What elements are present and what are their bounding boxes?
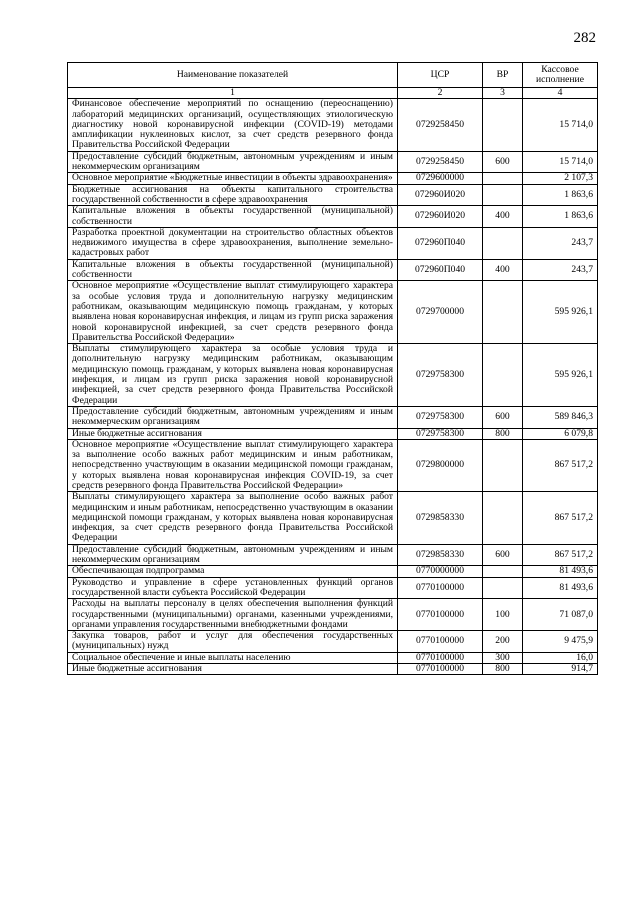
column-number: 3 — [483, 88, 523, 99]
row-vr-code: 400 — [483, 206, 523, 228]
row-amount: 867 517,2 — [523, 492, 598, 544]
row-vr-code — [483, 184, 523, 206]
row-name: Иные бюджетные ассигнования — [68, 664, 398, 675]
row-amount: 81 493,6 — [523, 566, 598, 577]
table-row — [68, 281, 598, 344]
table-row — [68, 428, 598, 439]
row-csr-code: 0770100000 — [398, 577, 483, 599]
row-name: Руководство и управление в сфере установленных функций органов государственной власти субъекта Российской Федерации — [68, 577, 398, 599]
row-name: Предоставление субсидий бюджетным, автономным учреждениям и иным некоммерческим организациям — [68, 544, 398, 566]
row-csr-code: 072960П040 — [398, 259, 483, 281]
row-amount: 1 863,6 — [523, 206, 598, 228]
row-csr-code: 0729258450 — [398, 99, 483, 151]
table-row — [68, 344, 598, 407]
column-number: 1 — [68, 88, 398, 99]
row-vr-code: 600 — [483, 151, 523, 173]
row-name: Разработка проектной документации на строительство областных объектов недвижимого имущества в сфере здравоохранения, выполнение земельно-кадастровых работ — [68, 227, 398, 259]
row-name: Предоставление субсидий бюджетным, автономным учреждениям и иным некоммерческим организациям — [68, 406, 398, 428]
row-csr-code: 0729700000 — [398, 281, 483, 344]
row-vr-code: 800 — [483, 664, 523, 675]
table-row — [68, 173, 598, 184]
row-name: Выплаты стимулирующего характера за выполнение особо важных работ медицинским и иным работникам, непосредственно участвующим в оказании медицинской помощи гражданам, у которых выявлена новая коронавирусная инфекция, за счет средств резервного фонда Правительства Российской Федерации — [68, 492, 398, 544]
row-amount: 914,7 — [523, 664, 598, 675]
row-vr-code: 300 — [483, 652, 523, 663]
row-amount: 2 107,3 — [523, 173, 598, 184]
table-row — [68, 631, 598, 653]
row-vr-code: 400 — [483, 259, 523, 281]
table-row — [68, 577, 598, 599]
table-row — [68, 566, 598, 577]
row-amount: 9 475,9 — [523, 631, 598, 653]
table-row — [68, 652, 598, 663]
row-amount: 867 517,2 — [523, 544, 598, 566]
budget-execution-table — [67, 62, 598, 675]
row-vr-code: 600 — [483, 406, 523, 428]
row-amount: 595 926,1 — [523, 344, 598, 407]
row-csr-code: 0729758300 — [398, 344, 483, 407]
row-vr-code: 800 — [483, 428, 523, 439]
row-amount: 16,0 — [523, 652, 598, 663]
row-name: Основное мероприятие «Осуществление выплат стимулирующего характера за особые условия труда и дополнительную нагрузку медицинским работникам, оказывающим медицинскую помощь гражданам, у которых выявлена новая коронавирусная инфекция, и лицам из групп риска заражения новой коронавирусной инфекцией, за счет средств резервного фонда Правительства Российской Федерации» — [68, 281, 398, 344]
row-amount: 81 493,6 — [523, 577, 598, 599]
table-row — [68, 99, 598, 151]
row-name: Иные бюджетные ассигнования — [68, 428, 398, 439]
row-amount: 243,7 — [523, 259, 598, 281]
row-csr-code: 0729600000 — [398, 173, 483, 184]
row-vr-code: 100 — [483, 599, 523, 631]
table-row — [68, 184, 598, 206]
header-amount: Кассовое исполнение — [523, 63, 598, 88]
row-csr-code: 0770100000 — [398, 652, 483, 663]
row-name: Социальное обеспечение и иные выплаты населению — [68, 652, 398, 663]
table-row — [68, 206, 598, 228]
row-csr-code: 0729758300 — [398, 406, 483, 428]
row-amount: 6 079,8 — [523, 428, 598, 439]
row-name: Капитальные вложения в объекты государственной (муниципальной) собственности — [68, 259, 398, 281]
row-csr-code: 0770100000 — [398, 631, 483, 653]
row-vr-code — [483, 492, 523, 544]
row-vr-code — [483, 227, 523, 259]
row-csr-code: 072960П040 — [398, 227, 483, 259]
row-vr-code — [483, 577, 523, 599]
row-vr-code — [483, 566, 523, 577]
header-vr: ВР — [483, 63, 523, 88]
row-amount: 71 087,0 — [523, 599, 598, 631]
row-amount: 15 714,0 — [523, 99, 598, 151]
header-csr: ЦСР — [398, 63, 483, 88]
row-amount: 589 846,3 — [523, 406, 598, 428]
table-row — [68, 151, 598, 173]
row-amount: 867 517,2 — [523, 439, 598, 491]
header-name: Наименование показателей — [68, 63, 398, 88]
row-amount: 1 863,6 — [523, 184, 598, 206]
column-number: 4 — [523, 88, 598, 99]
row-vr-code: 200 — [483, 631, 523, 653]
row-csr-code: 0729858330 — [398, 544, 483, 566]
row-name: Закупка товаров, работ и услуг для обеспечения государственных (муниципальных) нужд — [68, 631, 398, 653]
row-csr-code: 072960И020 — [398, 206, 483, 228]
row-vr-code — [483, 439, 523, 491]
row-csr-code: 0729258450 — [398, 151, 483, 173]
row-name: Капитальные вложения в объекты государственной (муниципальной) собственности — [68, 206, 398, 228]
table-row — [68, 664, 598, 675]
page-number: 282 — [573, 30, 596, 46]
row-name: Финансовое обеспечение мероприятий по оснащению (переоснащению) лабораторий медицинских организаций, осуществляющих этиологическую диагностику новой коронавирусной инфекции (COVID-19) методами амплификации нуклеиновых кислот, за счет средств резервного фонда Правительства Российской Федерации — [68, 99, 398, 151]
row-name: Выплаты стимулирующего характера за особые условия труда и дополнительную нагрузку медицинским работникам, оказывающим медицинскую помощь гражданам, у которых выявлена новая коронавирусная инфекция, и лицам из групп риска заражения новой коронавирусной инфекцией, за счет средств резервного фонда Правительства Российской Федерации — [68, 344, 398, 407]
column-number: 2 — [398, 88, 483, 99]
row-vr-code — [483, 99, 523, 151]
row-name: Основное мероприятие «Осуществление выплат стимулирующего характера за выполнение особо важных работ медицинским и иным работникам, непосредственно участвующим в оказании медицинской помощи гражданам, у которых выявлена новая коронавирусная инфекция COVID-19, за счет средств резервного фонда Правительства Российской Федерации» — [68, 439, 398, 491]
row-name: Основное мероприятие «Бюджетные инвестиции в объекты здравоохранения» — [68, 173, 398, 184]
row-name: Бюджетные ассигнования на объекты капитального строительства государственной собственности в сфере здравоохранения — [68, 184, 398, 206]
row-csr-code: 0770100000 — [398, 664, 483, 675]
table-row — [68, 227, 598, 259]
row-amount: 243,7 — [523, 227, 598, 259]
row-name: Расходы на выплаты персоналу в целях обеспечения выполнения функций государственными (муниципальными) органами, казенными учреждениями, органами управления государственными внебюджетными фондами — [68, 599, 398, 631]
row-vr-code — [483, 173, 523, 184]
row-csr-code: 0770100000 — [398, 599, 483, 631]
table-row — [68, 439, 598, 491]
row-csr-code: 0729858330 — [398, 492, 483, 544]
row-name: Обеспечивающая подпрограмма — [68, 566, 398, 577]
header-row — [68, 63, 598, 88]
row-amount: 595 926,1 — [523, 281, 598, 344]
row-csr-code: 0729758300 — [398, 428, 483, 439]
table-row — [68, 492, 598, 544]
row-csr-code: 072960И020 — [398, 184, 483, 206]
row-amount: 15 714,0 — [523, 151, 598, 173]
table-row — [68, 599, 598, 631]
table-row — [68, 406, 598, 428]
row-vr-code — [483, 344, 523, 407]
row-csr-code: 0729800000 — [398, 439, 483, 491]
table-row — [68, 259, 598, 281]
row-vr-code: 600 — [483, 544, 523, 566]
row-csr-code: 0770000000 — [398, 566, 483, 577]
row-vr-code — [483, 281, 523, 344]
row-name: Предоставление субсидий бюджетным, автономным учреждениям и иным некоммерческим организациям — [68, 151, 398, 173]
column-number-row — [68, 88, 598, 99]
table-row — [68, 544, 598, 566]
